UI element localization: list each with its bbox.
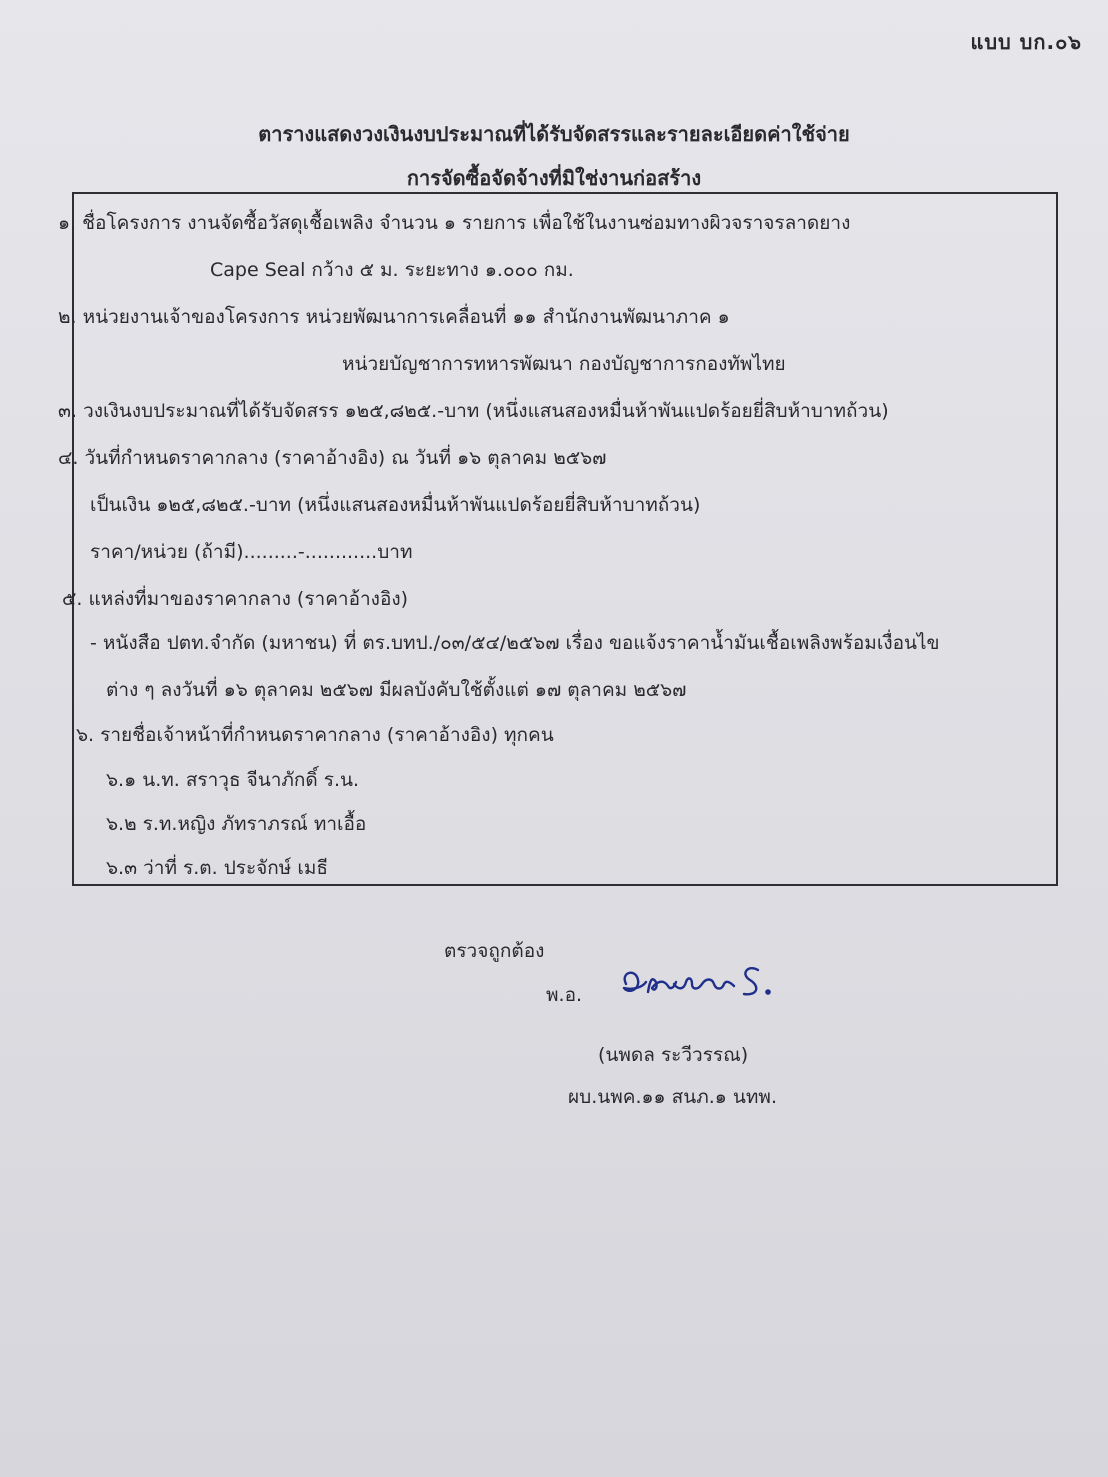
committee-member-1: ๖.๑ น.ท. สราวุธ จีนาภักดิ์ ร.น. (106, 769, 360, 791)
project-name-cont: Cape Seal กว้าง ๕ ม. ระยะทาง ๑.๐๐๐ กม. (210, 259, 574, 281)
signer-position: ผบ.นพค.๑๑ สนภ.๑ นทพ. (568, 1086, 777, 1108)
unit-price: ราคา/หน่วย (ถ้ามี).........-............บาท (90, 541, 413, 563)
handwritten-signature (612, 958, 782, 1008)
document-title: ตารางแสดงวงเงินงบประมาณที่ได้รับจัดสรรและรายละเอียดค่าใช้จ่าย (258, 122, 850, 146)
signer-rank: พ.อ. (546, 984, 583, 1006)
owner-agency-cont: หน่วยบัญชาการทหารพัฒนา กองบัญชาการกองทัพไทย (342, 353, 786, 375)
document-subtitle: การจัดซื้อจัดจ้างที่มิใช่งานก่อสร้าง (406, 166, 702, 190)
committee-member-2: ๖.๒ ร.ท.หญิง ภัทราภรณ์ ทาเอื้อ (106, 813, 367, 835)
owner-agency: ๒. หน่วยงานเจ้าของโครงการ หน่วยพัฒนาการเคลื่อนที่ ๑๑ สำนักงานพัฒนาภาค ๑ (58, 306, 730, 328)
committee-heading: ๖. รายชื่อเจ้าหน้าที่กำหนดราคากลาง (ราคาอ้างอิง) ทุกคน (76, 724, 554, 746)
reference-price-amount: เป็นเงิน ๑๒๕,๘๒๕.-บาท (หนึ่งแสนสองหมื่นห้าพันแปดร้อยยี่สิบห้าบาทถ้วน) (90, 494, 701, 516)
verified-label: ตรวจถูกต้อง (444, 940, 545, 962)
form-code: แบบ บก.๐๖ (970, 30, 1082, 54)
price-source-letter: - หนังสือ ปตท.จำกัด (มหาชน) ที่ ตร.บทป./๐๓/๕๔/๒๕๖๗ เรื่อง ขอแจ้งราคาน้ำมันเชื้อเพลิงพร้อมเงื่อนไข (90, 632, 940, 654)
allocated-budget: ๓. วงเงินงบประมาณที่ได้รับจัดสรร ๑๒๕,๘๒๕.-บาท (หนึ่งแสนสองหมื่นห้าพันแปดร้อยยี่สิบห้าบาทถ้วน) (58, 400, 889, 422)
reference-price-date: ๔. วันที่กำหนดราคากลาง (ราคาอ้างอิง) ณ วันที่ ๑๖ ตุลาคม ๒๕๖๗ (58, 447, 607, 469)
committee-member-3: ๖.๓ ว่าที่ ร.ต. ประจักษ์ เมธี (106, 857, 328, 879)
signer-name: (นพดล ระวีวรรณ) (598, 1044, 749, 1066)
price-source: ๕. แหล่งที่มาของราคากลาง (ราคาอ้างอิง) (62, 588, 409, 610)
project-name: ๑. ชื่อโครงการ งานจัดซื้อวัสดุเชื้อเพลิง จำนวน ๑ รายการ เพื่อใช้ในงานซ่อมทางผิวจราจรลาดยาง (58, 212, 851, 234)
price-source-letter-cont: ต่าง ๆ ลงวันที่ ๑๖ ตุลาคม ๒๕๖๗ มีผลบังคับใช้ตั้งแต่ ๑๗ ตุลาคม ๒๕๖๗ (106, 679, 687, 701)
